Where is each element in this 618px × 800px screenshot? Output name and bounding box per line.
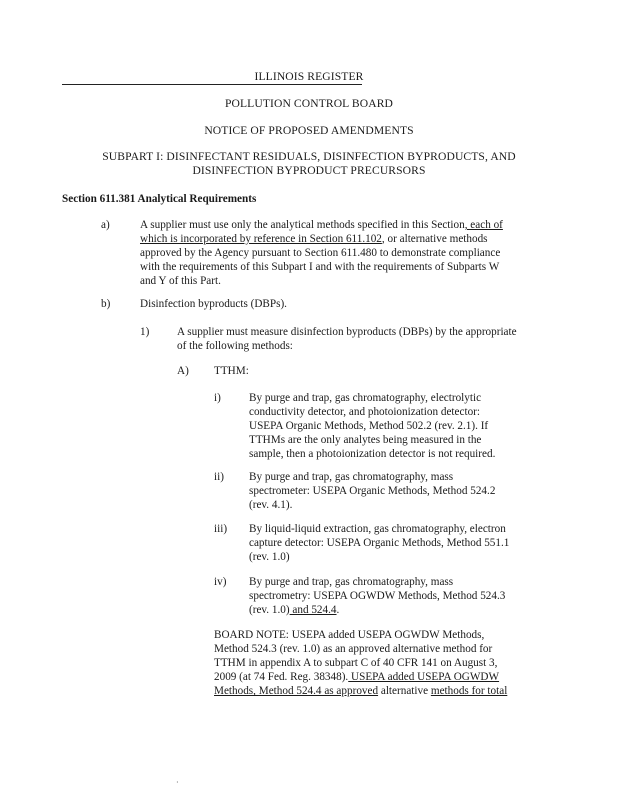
- inserted-text: USEPA added USEPA OGWDW: [348, 671, 500, 684]
- item-ii-label: ii): [214, 471, 224, 483]
- para-A-label: A): [177, 365, 189, 377]
- header-rule: [62, 84, 362, 85]
- notice-title: NOTICE OF PROPOSED AMENDMENTS: [204, 124, 414, 137]
- para-a-text: A supplier must use only the analytical methods specified in this Section, each of which is incorporated by reference in Section 611.102, or alternative methods approved by the Agency pursuant to Section 611.480 to demonstrate compliance with the requirements of this Subpart I and with the requirements of Subparts W and Y of this Part.: [140, 219, 503, 288]
- subpart-title-line2: DISINFECTION BYPRODUCT PRECURSORS: [192, 164, 426, 177]
- inserted-text: methods for total: [430, 685, 508, 698]
- item-iv-label: iv): [214, 576, 227, 588]
- section-heading: Section 611.381 Analytical Requirements: [62, 193, 257, 205]
- inserted-text: and 524.4: [289, 604, 337, 617]
- item-iv-text: By purge and trap, gas chromatography, mass spectrometry: USEPA OGWDW Methods, Method 524.3 (rev. 1.0) and 524.4.: [249, 576, 506, 617]
- scan-speck: ·: [176, 778, 179, 787]
- board-title: POLLUTION CONTROL BOARD: [224, 97, 394, 110]
- item-i-text: By purge and trap, gas chromatography, electrolytic conductivity detector, and photoionization detector: USEPA Organic Methods, Method 502.2 (rev. 2.1). If TTHMs are the only analytes being measured in the sample, then a photoionization detector is not required.: [249, 392, 496, 461]
- item-iii-label: iii): [214, 523, 228, 535]
- para-b-label: b): [101, 298, 111, 310]
- item-ii-text: By purge and trap, gas chromatography, mass spectrometer: USEPA Organic Methods, Method 524.2 (rev. 4.1).: [249, 471, 496, 512]
- board-note: BOARD NOTE: USEPA added USEPA OGWDW Methods, Method 524.3 (rev. 1.0) as an approved alternative method for TTHM in appendix A to subpart C of 40 CFR 141 on August 3, 2009 (at 74 Fed. Reg. 38348). USEPA added USEPA OGWDW Methods, Method 524.4 as approved alternative methods for total: [214, 629, 508, 698]
- item-iii-text: By liquid-liquid extraction, gas chromatography, electron capture detector: USEPA Organic Methods, Method 551.1 (rev. 1.0): [249, 523, 510, 564]
- para-a-label: a): [101, 219, 110, 231]
- para-b-text: Disinfection byproducts (DBPs).: [140, 298, 287, 310]
- subpart-title-line1: SUBPART I: DISINFECTANT RESIDUALS, DISINFECTION BYPRODUCTS, AND: [102, 150, 516, 163]
- para-1-label: 1): [140, 326, 150, 338]
- para-A-text: TTHM:: [214, 365, 249, 377]
- inserted-text: , each of: [464, 219, 503, 231]
- inserted-text: which is incorporated by reference in Section 611.102: [140, 233, 382, 246]
- inserted-text: Methods, Method 524.4 as approved: [214, 685, 379, 698]
- para-1-text: A supplier must measure disinfection byproducts (DBPs) by the appropriate of the following methods:: [177, 326, 517, 353]
- register-title: ILLINOIS REGISTER: [254, 70, 364, 83]
- item-i-label: i): [214, 392, 221, 404]
